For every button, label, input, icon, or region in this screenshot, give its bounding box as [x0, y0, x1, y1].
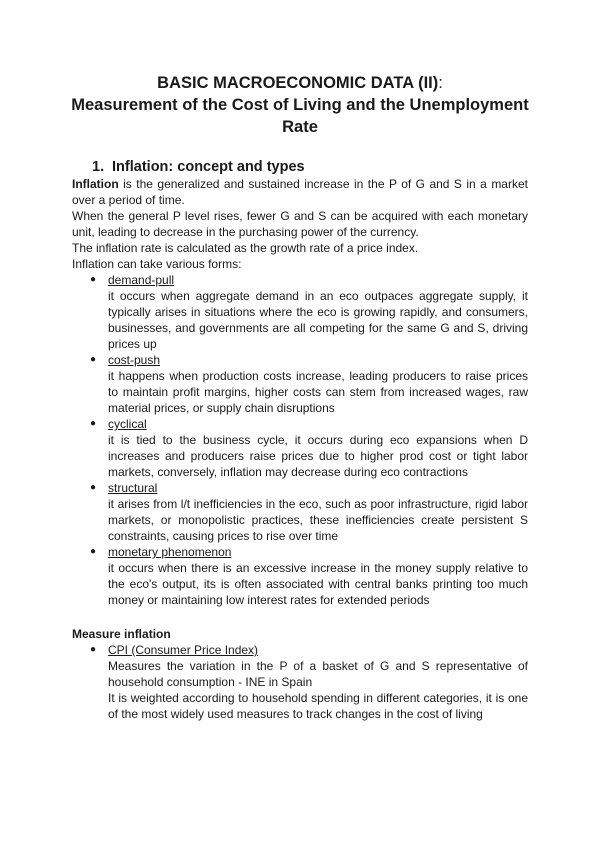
form-label: demand-pull	[108, 273, 175, 287]
bullet-icon: ●	[90, 482, 97, 493]
document-subtitle: Measurement of the Cost of Living and the Unemployment Rate	[71, 96, 529, 136]
inflation-forms-list	[72, 272, 528, 608]
bullet-icon: ●	[90, 644, 97, 655]
list-item	[72, 480, 528, 544]
form-label: monetary phenomenon	[108, 545, 232, 559]
bullet-icon: ●	[90, 274, 97, 285]
purchasing-power-paragraph: When the general P level rises, fewer G and S can be acquired with each monetary unit, leading to decrease in the purchasing power of the currency.	[72, 209, 528, 239]
section-number: 1.	[92, 159, 105, 175]
forms-intro: Inflation can take various forms:	[72, 257, 242, 271]
inflation-term: Inflation	[72, 177, 119, 191]
form-description: it arises from l/t inefficiencies in the eco, such as poor infrastructure, rigid labor markets, or monopolistic practices, these inefficiencies create persistent S constraints, causing prices to rise over time	[108, 497, 528, 543]
spacer	[72, 608, 528, 626]
form-description: it is tied to the business cycle, it occurs during eco expansions when D increases and producers raise prices due to higher prod cost or tight labor markets, conversely, inflation may decrease during eco contractions	[108, 433, 528, 479]
list-item	[72, 544, 528, 608]
bullet-icon: ●	[90, 546, 97, 557]
title-main: BASIC MACROECONOMIC DATA (II)	[157, 74, 439, 92]
document-title	[60, 72, 540, 94]
bullet-icon: ●	[90, 354, 97, 365]
inflation-definition	[72, 176, 528, 208]
form-label: cost-push	[108, 353, 161, 367]
form-label: structural	[108, 481, 158, 495]
form-description: it occurs when aggregate demand in an eco outpaces aggregate supply, it typically arises in situations where the eco is growing rapidly, and consumers, businesses, and governments are all competing for the same G and S, driving prices up	[108, 289, 528, 351]
list-item	[72, 642, 528, 722]
measure-list	[72, 642, 528, 722]
section-title: Inflation: concept and types	[112, 159, 305, 175]
list-item	[72, 272, 528, 352]
inflation-definition-text: is the generalized and sustained increase in the P of G and S in a market over a period of time.	[72, 177, 528, 207]
measure-description: Measures the variation in the P of a basket of G and S representative of household consumption - INE in Spain	[108, 659, 528, 689]
list-item	[72, 416, 528, 480]
measure-description: It is weighted according to household spending in different categories, it is one of the most widely used measures to track changes in the cost of living	[108, 691, 528, 721]
form-description: it happens when production costs increase, leading producers to raise prices to maintain profit margins, higher costs can stem from increased wages, raw material prices, or supply chain disruptions	[108, 369, 528, 415]
inflation-rate-paragraph: The inflation rate is calculated as the growth rate of a price index.	[72, 241, 419, 255]
measure-label: CPI (Consumer Price Index)	[108, 643, 259, 657]
form-label: cyclical	[108, 417, 147, 431]
section-heading-inflation	[92, 158, 528, 176]
document-body	[72, 158, 528, 722]
bullet-icon: ●	[90, 418, 97, 429]
title-colon: :	[438, 74, 443, 92]
form-description: it occurs when there is an excessive increase in the money supply relative to the eco's output, its is often associated with central banks printing too much money or maintaining low interest rates for extended periods	[108, 561, 528, 607]
measure-inflation-heading: Measure inflation	[72, 627, 171, 641]
list-item	[72, 352, 528, 416]
